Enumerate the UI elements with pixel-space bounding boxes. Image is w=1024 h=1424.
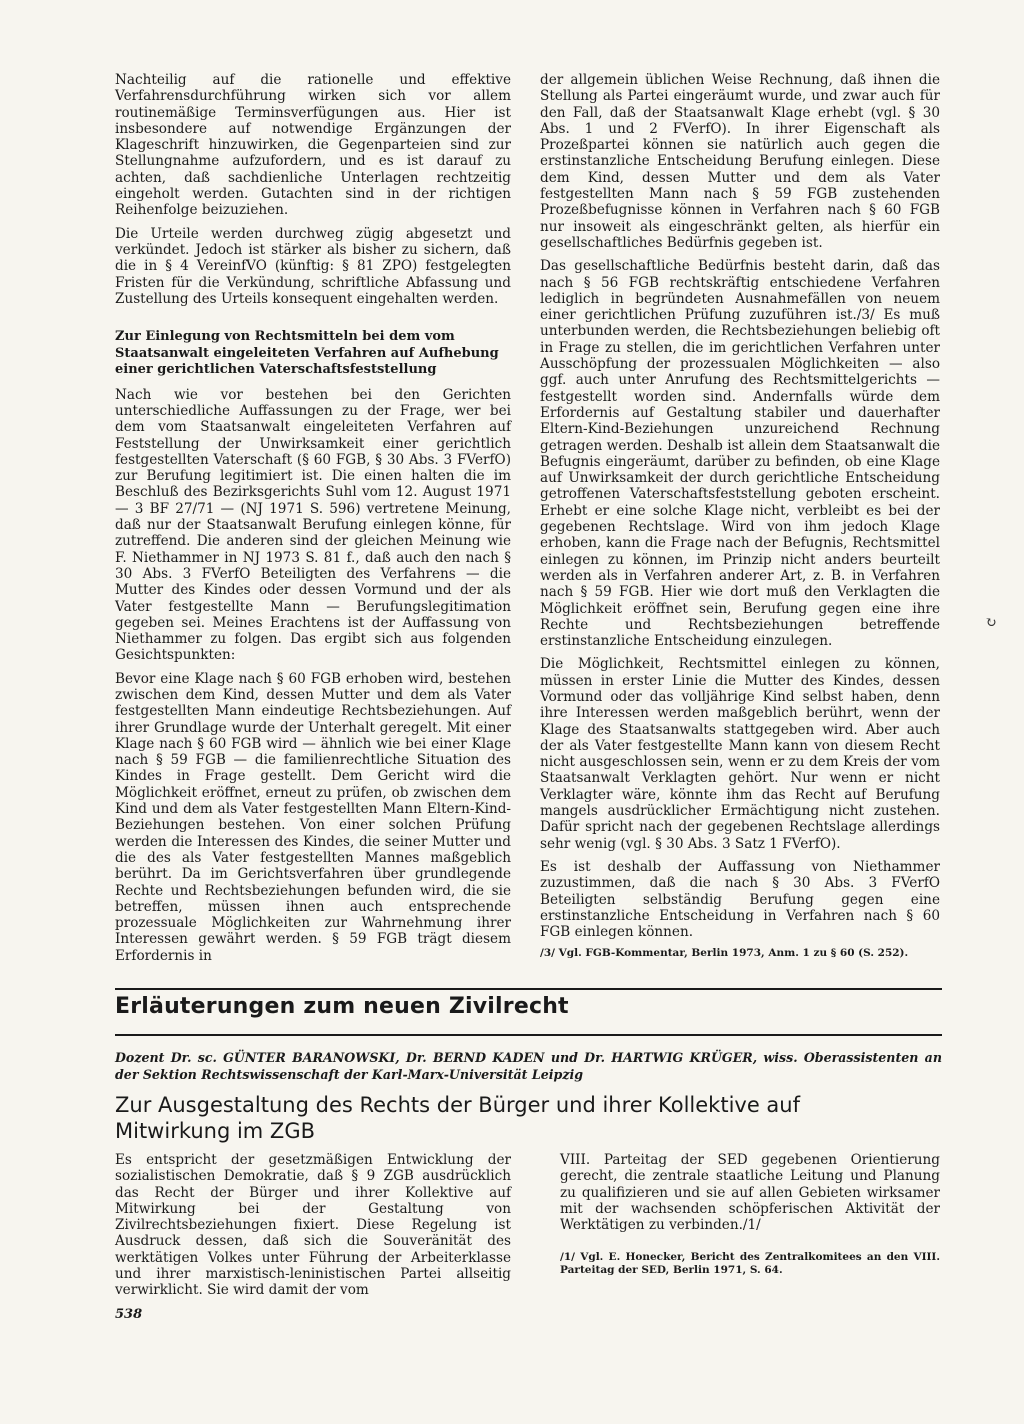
right-column (540, 72, 940, 967)
paragraph: Nachteilig auf die rationelle und effektive Verfahrensdurchführung wirken sich vor allem routinemäßige Terminsverfügungen aus. Hier ist insbesondere auf notwendige Ergänzungen der Klageschrift hinzuwirken, die Gegenparteien sind zur Stellungnahme aufzufordern, und es ist darauf zu achten, daß sachdienliche Unterlagen rechtzeitig eingeholt werden. Gutachten sind in der richtigen Reihenfolge beizuziehen. (115, 72, 511, 219)
paragraph: der allgemein üblichen Weise Rechnung, daß ihnen die Stellung als Partei eingeräumt wurde, und zwar auch für den Fall, daß der Staatsanwalt Klage erhebt (vgl. § 30 Abs. 1 und 2 FVerfO). In ihrer Eigenschaft als Prozeßpartei können sie natürlich auch gegen die erstinstanzliche Entscheidung Berufung einlegen. Diese dem Kind, dessen Mutter und dem als Vater festgestellten Mann nach § 59 FGB zustehenden Prozeßbefugnisse können in Verfahren nach § 60 FGB nur insoweit als eingeschränkt gelten, als hierfür ein gesellschaftliches Bedürfnis gegeben ist. (540, 72, 940, 251)
paragraph: Es ist deshalb der Auffassung von Niethammer zuzustimmen, daß die nach § 30 Abs. 3 FVerfO Beteiligten selbständig Berufung gegen eine erstinstanzliche Entscheidung in Verfahren nach § 60 FGB einlegen können. (540, 858, 940, 941)
article-title: Zur Ausgestaltung des Rechts der Bürger und ihrer Kollektive auf Mitwirkung im ZGB (115, 1093, 801, 1143)
paragraph: Die Möglichkeit, Rechtsmittel einlegen zu können, müssen in erster Linie die Mutter des Kindes, dessen Vormund oder das volljährige Kind selbst haben, denn ihre Interessen werden maßgeblich berührt, wenn der Klage des Staatsanwalts stattgegeben wird. Aber auch der als Vater festgestellte Mann kann von diesem Recht nicht ausgeschlossen sein, wenn er zu dem Kreis der vom Staatsanwalt Verklagten gehört. Nur wenn er nicht Verklagter wäre, könnte ihm das Recht auf Berufung mangels ausdrücklicher Ermächtigung nicht zustehen. Dafür spricht nach der gegebenen Rechtslage allerdings sehr wenig (vgl. § 30 Abs. 3 Satz 1 FVerfO). (540, 656, 940, 852)
margin-mark-icon: ↻ (985, 615, 997, 631)
subsection-heading: Zur Einlegung von Rechtsmitteln bei dem vom Staatsanwalt eingeleiteten Verfahren auf Aufhebung einer gerichtlichen Vaterschaftsfeststellung (115, 329, 499, 378)
paragraph: Bevor eine Klage nach § 60 FGB erhoben wird, bestehen zwischen dem Kind, dessen Mutter und dem als Vater festgestellten Mann eindeutige Rechtsbeziehungen. Auf ihrer Grundlage wurde der Unterhalt geregelt. Mit einer Klage nach § 60 FGB wird — ähnlich wie bei einer Klage nach § 59 FGB — die familienrechtliche Situation des Kindes in Frage gestellt. Dem Gericht wird die Möglichkeit eröffnet, erneut zu prüfen, ob zwischen dem Kind und dem als Vater festgestellten Mann Eltern-Kind-Beziehungen bestehen. Von einer solchen Prüfung werden die Interessen des Kindes, die seiner Mutter und die des als Vater festgestellten Mannes maßgeblich berührt. Da im Gerichtsverfahren über grundlegende Rechte und Rechtsbeziehungen befunden wird, die sie betreffen, müssen ihnen auch entsprechende prozessuale Möglichkeiten zur Wahrnehmung ihrer Interessen gewährt werden. § 59 FGB trägt diesem Erfordernis in (115, 670, 511, 964)
paragraph: Nach wie vor bestehen bei den Gerichten unterschiedliche Auffassungen zu der Frage, wer bei dem vom Staatsanwalt eingeleiteten Verfahren auf Feststellung der Unwirksamkeit einer gerichtlich festgestellten Vaterschaft (§ 60 FGB, § 30 Abs. 3 FVerfO) zur Berufung legitimiert ist. Die einen halten die im Beschluß des Bezirksgerichts Suhl vom 12. August 1971 — 3 BF 27/71 — (NJ 1971 S. 596) vertretene Meinung, daß nur der Staatsanwalt Berufung einlegen könne, für zutreffend. Die anderen sind der gleichen Meinung wie F. Niethammer in NJ 1973 S. 81 f., daß auch den nach § 30 Abs. 3 FVerfO Beteiligten des Verfahrens — die Mutter des Kindes oder dessen Vormund und der als Vater festgestellte Mann — Berufungslegitimation gegeben sei. Meines Erachtens ist der Auffassung von Niethammer zu folgen. Das ergibt sich aus folgenden Gesichtspunkten: (115, 386, 511, 664)
section-rule (115, 988, 942, 990)
footnote: /3/ Vgl. FGB-Kommentar, Berlin 1973, Anm. 1 zu § 60 (S. 252). (540, 947, 909, 960)
paragraph: Es entspricht der gesetzmäßigen Entwicklung der sozialistischen Demokratie, daß § 9 ZGB ausdrücklich das Recht der Bürger und ihrer Kollektive auf Mitwirkung bei der Gestaltung von Zivilrechtsbeziehungen fixiert. Diese Regelung ist Ausdruck dessen, daß sich die Souveränität des werktätigen Volkes unter Führung der Arbeiterklasse und ihrer marxistisch-leninistischen Partei allseitig verwirklicht. Sie wird damit der vom (115, 1152, 511, 1299)
page-number: 538 (115, 1307, 143, 1322)
paragraph: Das gesellschaftliche Bedürfnis besteht darin, daß das nach § 56 FGB rechtskräftig entschiedene Verfahren lediglich in begründeten Ausnahmefällen von neuem einer gerichtlichen Prüfung zuzuführen ist./3/ Es muß unterbunden werden, die Rechtsbeziehungen beliebig oft in Frage zu stellen, die im gerichtlichen Verfahren unter Ausschöpfung der prozessualen Möglichkeiten — also ggf. auch unter Anrufung des Rechtsmittelgerichts — festgestellt worden sind. Andernfalls würde dem Erfordernis auf Gestaltung stabiler und dauerhafter Eltern-Kind-Beziehungen unzureichend Rechnung getragen werden. Deshalb ist allein dem Staatsanwalt die Befugnis eingeräumt, darüber zu befinden, ob eine Klage auf Unwirksamkeit der durch gerichtliche Entscheidung getroffenen Vaterschaftsfeststellung geboten erscheint. Erhebt er eine solche Klage nicht, verbleibt es bei der gegebenen Rechtslage. Wird von ihm jedoch Klage erhoben, kann die Frage nach der Befugnis, Rechtsmittel einlegen zu können, im Prinzip nicht anders beurteilt werden als in Verfahren anderer Art, z. B. in Verfahren nach § 59 FGB. Hier wie dort muß den Verklagten die Möglichkeit eröffnet sein, Berufung gegen eine ihre Rechte und Rechtsbeziehungen betreffende erstinstanzliche Entscheidung einzulegen. (540, 258, 940, 650)
article-right-column (560, 1152, 940, 1284)
paragraph: Die Urteile werden durchweg zügig abgesetzt und verkündet. Jedoch ist stärker als bisher zu sichern, daß die in § 4 VereinfVO (künftig: § 81 ZPO) festgelegten Fristen für die Verkündung, schriftliche Abfassung und Zustellung des Urteils konsequent eingehalten werden. (115, 225, 511, 307)
authors-line: Dozent Dr. sc. GÜNTER BARANOWSKI, Dr. BERND KADEN und Dr. HARTWIG KRÜGER, wiss. Oberassistenten an der Sektion Rechtswissenschaft der Karl-Marx-Universität Leipzig (115, 1050, 942, 1082)
left-column (115, 72, 511, 971)
section-rule-bottom (115, 1034, 942, 1036)
footnote: /1/ Vgl. E. Honecker, Bericht des Zentralkomitees an den VIII. Parteitag der SED, Berlin 1971, S. 64. (560, 1251, 940, 1277)
section-title: Erläuterungen zum neuen Zivilrecht (115, 994, 569, 1019)
article-left-column (115, 1152, 511, 1306)
paragraph: VIII. Parteitag der SED gegebenen Orientierung gerecht, die zentrale staatliche Leitung und Planung zu qualifizieren und sie auf allen Gebieten wirksamer mit der wachsenden schöpferischen Aktivität der Werktätigen zu verbinden./1/ (560, 1152, 940, 1234)
